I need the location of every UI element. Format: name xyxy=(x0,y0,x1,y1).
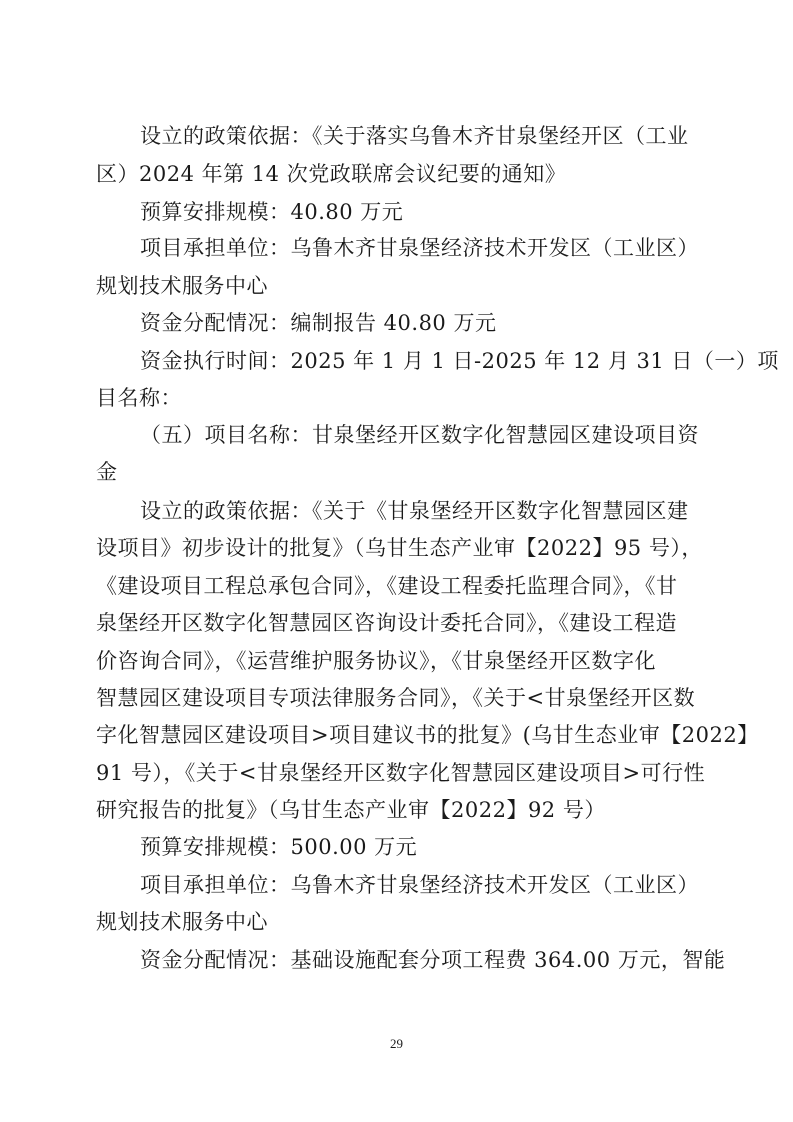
budget-scale-line: 预算安排规模：40.80 万元 xyxy=(140,200,404,224)
policy-basis-2-line-5: 价咨询合同》，《运营维护服务协议》，《甘泉堡经开区数字化 xyxy=(96,649,656,673)
page-number: 29 xyxy=(390,1036,403,1051)
policy-basis-2-line-8: 91 号），《关于<甘泉堡经开区数字化智慧园区建设项目>可行性 xyxy=(96,761,706,785)
responsible-unit-line-1: 项目承担单位：乌鲁木齐甘泉堡经济技术开发区（工业区） xyxy=(140,236,699,260)
responsible-unit-2-line-1: 项目承担单位：乌鲁木齐甘泉堡经济技术开发区（工业区） xyxy=(140,873,699,897)
execution-time-line-1: 资金执行时间：2025 年 1 月 1 日-2025 年 12 月 31 日（一）项 xyxy=(140,349,779,373)
policy-basis-2-line-3: 《建设项目工程总承包合同》，《建设工程委托监理合同》，《甘 xyxy=(96,574,678,598)
policy-basis-2-line-9: 研究报告的批复》（乌甘生态产业审【2022】92 号） xyxy=(96,798,606,822)
budget-scale-2-line: 预算安排规模：500.00 万元 xyxy=(140,835,418,859)
policy-basis-2-line-6: 智慧园区建设项目专项法律服务合同》，《关于<甘泉堡经开区数 xyxy=(96,686,696,710)
section-heading-line-2: 金 xyxy=(96,460,118,484)
responsible-unit-2-line-2: 规划技术服务中心 xyxy=(96,910,268,934)
section-heading-line-1: （五）项目名称：甘泉堡经开区数字化智慧园区建设项目资 xyxy=(140,423,699,447)
fund-allocation-line: 资金分配情况：编制报告 40.80 万元 xyxy=(140,311,497,335)
responsible-unit-line-2: 规划技术服务中心 xyxy=(96,274,268,298)
policy-basis-2-line-4: 泉堡经开区数字化智慧园区咨询设计委托合同》，《建设工程造 xyxy=(96,611,677,635)
policy-basis-line-2: 区）2024 年第 14 次党政联席会议纪要的通知》 xyxy=(96,162,567,186)
fund-allocation-2-line: 资金分配情况：基础设施配套分项工程费 364.00 万元，智能 xyxy=(140,948,726,972)
policy-basis-2-line-1: 设立的政策依据：《关于《甘泉堡经开区数字化智慧园区建 xyxy=(140,499,689,523)
policy-basis-line-1: 设立的政策依据：《关于落实乌鲁木齐甘泉堡经开区（工业 xyxy=(140,124,689,148)
execution-time-line-2: 目名称： xyxy=(96,386,182,410)
policy-basis-2-line-2: 设项目》初步设计的批复》（乌甘生态产业审【2022】95 号）， xyxy=(96,536,703,560)
policy-basis-2-line-7: 字化智慧园区建设项目>项目建议书的批复》(乌甘生态业审【2022】 xyxy=(96,723,759,747)
